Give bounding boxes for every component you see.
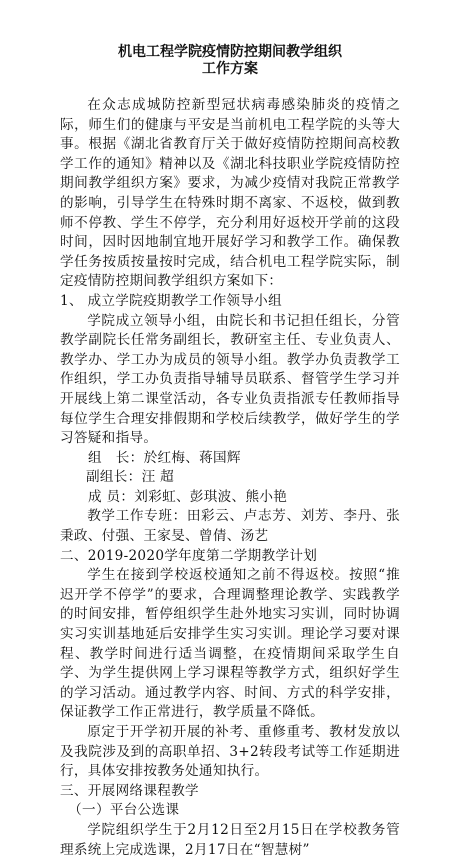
section-2-heading: 二、2019-2020学年度第二学期教学计划 (60, 547, 318, 564)
intro-paragraph: 在众志成城防控新型冠状病毒感染肺炎的疫情之际，师生们的健康与平安是当前机电工程学院的头等大事。根据《湖北省教育厅关于做好疫情防控期间高校教学工作的通知》精神以及《湖北科技职业学院疫情防控期间教学组织方案》要求，为减少疫情对我院正常教学的影响，引导学生在特殊时期不离家、不返校，做到教师不停教、学生不停学，充分利用好返校开学前的这段时间，因时因地制宜地开展好学习和教学工作。确保教学任务按质按量按时完成，结合机电工程学院实际，制定疫情防控期间教学组织方案如下： (60, 97, 400, 290)
section-3-heading: 三、开展网络课程教学 (60, 782, 199, 799)
section-1-heading: 1、 成立学院疫期教学工作领导小组 (60, 292, 282, 309)
leader-line: 组 长：於红梅、蒋国辉 (88, 449, 241, 466)
document-body (60, 96, 400, 860)
secretaries-line: 教学工作专班：田彩云、卢志芳、刘芳、李丹、张秉政、付强、王家旻、曾倩、汤艺 (60, 508, 400, 545)
section-2-paragraph-1: 学生在接到学校返校通知之前不得返校。按照“推迟开学不停学”的要求，合理调整理论教学、实践教学的时间安排，暂停组织学生赴外地实习实训，同时协调实习实训基地延后安排学生实习实训。理论学习要对课程、教学时间进行适当调整，在疫情期间采取学生自学、为学生提供网上学习课程等教学方式，组织好学生的学习活动。通过教学内容、时间、方式的科学安排，保证教学工作正常进行，教学质量不降低。 (60, 567, 400, 721)
section-2-paragraph-2: 原定于开学初开展的补考、重修重考、教材发放以及我院涉及到的高职单招、3+2转段考试等工作延期进行，具体安排按教务处通知执行。 (60, 724, 400, 780)
section-1-paragraph: 学院成立领导小组，由院长和书记担任组长，分管教学副院长任常务副组长，教研室主任、专业负责人、教学办、学工办为成员的领导小组。教学办负责教学工作组织，学工办负责指导辅导员联系、督管学生学习并开展线上第二课堂活动，各专业负责指派专任教师指导每位学生合理安排假期和学校后续教学，做好学生的学习答疑和指导。 (60, 312, 400, 447)
section-3-paragraph-1: 学院组织学生于2月12日至2月15日在学校教务管理系统上完成选课，2月17日在“智慧树” (60, 821, 400, 858)
document-title (60, 44, 400, 78)
members-line: 成 员：刘彩虹、彭琪波、熊小艳 (88, 488, 288, 505)
title-line-2: 工作方案 (202, 61, 258, 77)
section-3-subheading: （一）平台公选课 (68, 802, 180, 819)
deputy-line: 副组长：汪 超 (86, 469, 174, 486)
title-line-1: 机电工程学院疫情防控期间教学组织 (118, 44, 342, 60)
